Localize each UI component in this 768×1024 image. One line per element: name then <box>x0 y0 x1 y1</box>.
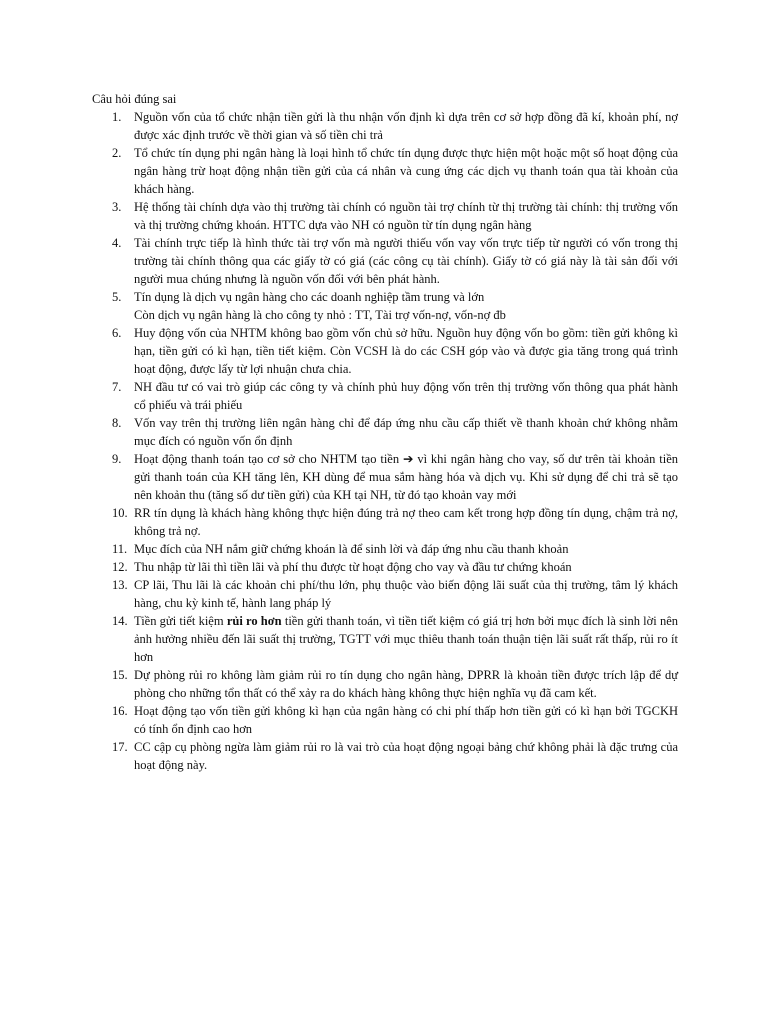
item-text: Vốn vay trên thị trường liên ngân hàng chỉ để đáp ứng nhu cầu cấp thiết về thanh khoản chứ không nhằm mục đích có nguồn vốn ổn định <box>134 416 678 448</box>
item-text: Tín dụng là dịch vụ ngân hàng cho các doanh nghiệp tầm trung và lớn <box>134 290 485 304</box>
item-text: Huy động vốn của NHTM không bao gồm vốn chủ sở hữu. Nguồn huy động vốn bo gồm: tiền gửi không kì hạn, tiền gửi có kì hạn, tiền tiết kiệm. Còn VCSH là do các CSH góp vào và được gia tăng trong quá trình hoạt động, được lấy từ lợi nhuận chưa chia. <box>134 326 678 376</box>
item-number: 9. <box>112 452 122 466</box>
item-text: Mục đích của NH nắm giữ chứng khoán là để sinh lời và đáp ứng nhu cầu thanh khoản <box>134 542 569 556</box>
item-text: Hoạt động thanh toán tạo cơ sở cho NHTM tạo tiền <box>134 452 400 466</box>
item-number: 8. <box>112 416 122 430</box>
item-number: 12. <box>112 560 128 574</box>
item-text-continued: tiền gửi thanh toán, vì tiền tiết kiệm có giá trị hơn bởi mục đích là sinh lời nên ảnh hưởng nhiều đến lãi suất thị trường, TGTT với mục thiêu thanh toán thuận tiện lãi suất rất thấp, rủi ro ít hơn <box>134 614 678 664</box>
list-item <box>92 666 678 702</box>
item-number: 4. <box>112 236 122 250</box>
item-number: 17. <box>112 740 128 754</box>
list-item <box>92 144 678 198</box>
document-title: Câu hỏi đúng sai <box>92 92 177 106</box>
list-item <box>92 198 678 234</box>
item-number: 2. <box>112 146 122 160</box>
list-item <box>92 234 678 288</box>
item-text: Tài chính trực tiếp là hình thức tài trợ vốn mà người thiếu vốn vay vốn trực tiếp từ người có vốn trong thị trường tài chính thông qua các giấy tờ có giá (các công cụ tài chính). Giấy tờ có giá này là tài sản đối với người mua chúng nhưng là nguồn vốn đối với bên phát hành. <box>134 236 678 286</box>
item-number: 3. <box>112 200 122 214</box>
item-number: 13. <box>112 578 128 592</box>
item-number: 14. <box>112 614 128 628</box>
item-number: 15. <box>112 668 128 682</box>
list-item <box>92 108 678 144</box>
item-text: CP lãi, Thu lãi là các khoản chi phí/thu lớn, phụ thuộc vào biến động lãi suất của thị trường, tâm lý khách hàng, chu kỳ kinh tế, hành lang pháp lý <box>134 578 678 610</box>
item-text: RR tín dụng là khách hàng không thực hiện đúng trả nợ theo cam kết trong hợp đồng tín dụng, chậm trả nợ, không trả nợ. <box>134 506 678 538</box>
item-text: Hệ thống tài chính dựa vào thị trường tài chính có nguồn tài trợ chính từ thị trường tài chính: thị trường vốn và thị trường chứng khoán. HTTC dựa vào NH có nguồn từ tín dụng ngân hàng <box>134 200 678 232</box>
list-item <box>92 288 678 324</box>
item-number: 5. <box>112 290 122 304</box>
list-item <box>92 702 678 738</box>
list-item <box>92 378 678 414</box>
item-text: Thu nhập từ lãi thì tiền lãi và phí thu được từ hoạt động cho vay và đầu tư chứng khoán <box>134 560 572 574</box>
item-number: 6. <box>112 326 122 340</box>
item-subtext: Còn dịch vụ ngân hàng là cho công ty nhỏ : TT, Tài trợ vốn-nợ, vốn-nợ đb <box>134 308 506 322</box>
item-text: Nguồn vốn của tổ chức nhận tiền gửi là thu nhận vốn định kì dựa trên cơ sở hợp đồng đã kí, khoản phí, nợ được xác định trước về thời gian và số tiền chi trả <box>134 110 678 142</box>
item-text: Dự phòng rủi ro không làm giảm rủi ro tín dụng cho ngân hàng, DPRR là khoản tiền được trích lập để dự phòng cho những tổn thất có thể xảy ra do khách hàng không thực hiện nghĩa vụ đã cam kết. <box>134 668 678 700</box>
item-text: Hoạt động tạo vốn tiền gửi không kì hạn của ngân hàng có chi phí thấp hơn tiền gửi có kì hạn bởi TGCKH có tính ổn định cao hơn <box>134 704 678 736</box>
list-item <box>92 324 678 378</box>
list-item <box>92 414 678 450</box>
arrow-right-icon: ➔ <box>402 452 414 466</box>
list-item <box>92 738 678 774</box>
item-text: CC cập cụ phòng ngừa làm giảm rủi ro là vai trò của hoạt động ngoại bảng chứ không phải là đặc trưng của hoạt động này. <box>134 740 678 772</box>
list-item <box>92 612 678 666</box>
question-list <box>92 108 678 774</box>
list-item <box>92 450 678 504</box>
list-item <box>92 576 678 612</box>
list-item <box>92 558 678 576</box>
document-content <box>92 90 678 774</box>
item-number: 1. <box>112 110 122 124</box>
item-number: 16. <box>112 704 128 718</box>
list-item <box>92 540 678 558</box>
item-text-continued: vì khi ngân hàng cho vay, số dư trên tài khoản tiền gửi thanh toán của KH tăng lên, KH dùng để mua sắm hàng hóa và dịch vụ. Khi sử dụng để chi trả sẽ tạo nên khoản thu (tăng số dư tiền gửi) của KH tại NH, từ đó tạo khoản vay mới <box>134 452 678 502</box>
item-number: 10. <box>112 506 128 520</box>
item-bold-text: rủi ro hơn <box>226 614 282 628</box>
list-item <box>92 504 678 540</box>
item-number: 11. <box>112 542 128 556</box>
item-text: Tổ chức tín dụng phi ngân hàng là loại hình tổ chức tín dụng được thực hiện một hoặc một số hoạt động của ngân hàng trừ hoạt động nhận tiền gửi của cá nhân và cung ứng các dịch vụ thanh toán qua tài khoản của khách hàng. <box>134 146 678 196</box>
item-number: 7. <box>112 380 122 394</box>
item-text: NH đầu tư có vai trò giúp các công ty và chính phủ huy động vốn trên thị trường vốn thông qua phát hành cổ phiếu và trái phiếu <box>134 380 678 412</box>
item-text: Tiền gửi tiết kiệm <box>134 614 224 628</box>
